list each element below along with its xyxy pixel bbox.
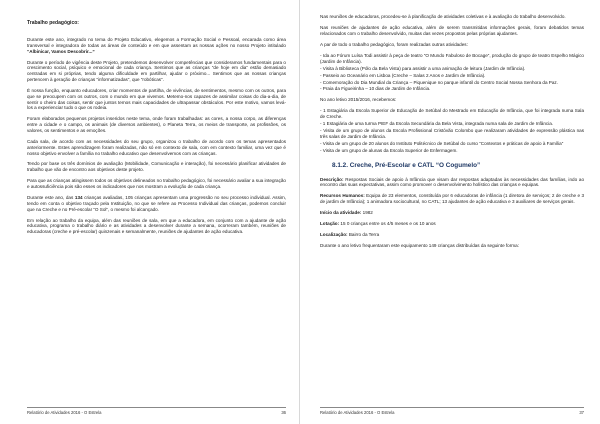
paragraph-4: Foram elaborados pequenos projetos inseridos neste tema, onde foram trabalhadas: as cores, a nossa corpo, as diferenças entre a cidade e o campo, os animais (de diversos ambientes), o Planeta Terra, os meios de transporte, as profissões, os valores, os sentimentos e as emoções. xyxy=(27,116,286,133)
school-year-intro: No ano letivo 2015/2016, recebemos: xyxy=(320,97,397,103)
intro-paragraph-2: Nas reuniões de ajudantes de ação educativa, além de serem transmitidas informações gerais, foram debatidos temas relacionados com o trabalho desenvolvido, muitas das vezes propostos pelas próprias ajudantes. xyxy=(320,24,584,36)
detail-label: Lotação: xyxy=(320,221,340,227)
detail-location xyxy=(320,232,584,238)
page-number: 36 xyxy=(281,410,286,415)
footer-title: Relatório de Atividades 2016 - O Estrela xyxy=(320,410,395,415)
right-page xyxy=(300,0,600,424)
list-item: - Comemoração do Dia Mundial da Criança – Piquenique no parque infantil do Centro Social Nossa Senhora da Paz. xyxy=(320,79,558,85)
detail-human-resources xyxy=(320,193,584,205)
detail-text: 15 0 crianças entre os 4/5 meses e os 10 anos xyxy=(339,221,436,227)
detail-capacity xyxy=(320,221,584,227)
detail-label: Descrição: xyxy=(320,176,344,182)
detail-text: Equipa de 23 elementos, constituída por 6 educadoras de infância (1 diretora de serviços; 2 de creche e 3 de jardim de Infância); 1 animadora sociocultural, no CATL; 13 ajudantes de ação educativa e 3 auxiliares de serviços gerais. xyxy=(320,193,584,205)
page-number: 37 xyxy=(579,410,584,415)
list-item: - Visita de um grupo de alunas da Escola Superior de Enfermagem. xyxy=(320,147,458,153)
list-item: - Ida ao Fórum Luísa Todi assistir à peça de teatro “O Mundo Fabuloso de Bocage”, produção do grupo de teatro Espelho Mágico (Jardim de Infância). xyxy=(320,52,584,64)
paragraph-1 xyxy=(27,37,286,54)
section-heading: Trabalho pedagógico: xyxy=(27,20,79,26)
detail-description xyxy=(320,177,584,189)
list-item: - Praia da Figueirinha – 10 dias de Jardim de Infância. xyxy=(320,86,431,92)
detail-label: Localização: xyxy=(320,232,348,238)
paragraph-text: crianças avaliadas, 105 crianças apresentam uma progressão no seu processo individual. Assim, tendo em conta o objetivo traçado pela Instituição, no que se refere ao Processo Individual das crianças, podemos concluir que na Creche e no Pré-escolar “O Sol”, o mesmo foi alcançado. xyxy=(27,195,286,212)
activities-list xyxy=(320,53,584,93)
paragraph-6: Tendo por base os três domínios de avaliação (Mobilidade, Comunicação e interação), foi necessário planificar atividades de trabalho que vão de encontro aos objetivos deste projeto. xyxy=(27,161,286,173)
paragraph-3: É nossa função, enquanto educadores, criar momentos de partilha, de vivências, de sentimentos, mesmo com os outros, para que se preocupem com os outros, com o mundo em que vivemos. Metemo-nos capazes de assimilar coisas do dia-a-dia, de sentir o cheiro das coisas, sentir que juntos temos mais capacidades de ultrapassar obstáculos. Por este motivo, vamos levá-los a experienciar tudo o que os rodeia. xyxy=(27,87,286,111)
detail-text: Durante o ano letivo frequentaram este equipamento 149 crianças distribuídas da seguinte forma: xyxy=(320,243,519,249)
detail-start xyxy=(320,210,584,216)
detail-text: Bairro da Terra xyxy=(347,232,380,238)
intro-paragraph-1: Nas reuniões de educadoras, procedeu-se à planificação de atividades coletivas e à avaliação do trabalho desenvolvido. xyxy=(320,14,566,19)
paragraph-8 xyxy=(27,195,286,212)
list-item: - 1 Estagiária de uma turma PIEF da Escola Secundária da Bela Vista, integrada numa sala de Jardim de Infância. xyxy=(320,121,554,127)
paragraph-5: Cada sala, de acordo com as necessidades do seu grupo, organizou o trabalho de acordo com os temas apresentados anteriormente. Estes aprendizagem foram realizadas, não só em contexto de sala, com em contexto familiar, uma vez que é nosso objetivo envolver a família no trabalho educativo que desenvolvemos com as crianças. xyxy=(27,138,286,156)
detail-text: Respostas Sociais de apoio à Infância que visam dar respostas adaptadas às necessidades das famílias, indo ao encontro das suas expectativas, assim como promover o desenvolvimento holístico das crianças e equipas. xyxy=(320,176,584,188)
detail-label: Recursos Humanos: xyxy=(320,193,365,199)
paragraph-text: Durante este ano, das xyxy=(27,195,75,201)
footer-title: Relatório de Atividades 2016 - O Estrela xyxy=(27,410,102,415)
received-list xyxy=(320,108,584,153)
paragraph-9: Em relação ao trabalho da equipa, além das reuniões de sala, em que a educadora, em conjunto com a ajudante de ação educativa, programa o trabalho diário e as atividades a desenvolver durante a semana, ocorreram também, reuniões de educadoras (creche e pré-escolar) quinzenais e semanalmente, reuniões de ajudantes de ação educativa. xyxy=(27,217,286,235)
paragraph-7: Para que as crianças atingissem todos os objetivos delineados no trabalho pedagógico, foi necessário avaliar a sua integração e autossuficiência pois são esses os indicadores que nos mostram a evolução de cada criança. xyxy=(27,178,286,190)
section-title: 8.1.2. Creche, Pré-Escolar e CATL “O Cogumelo” xyxy=(332,161,481,169)
detail-label: Início da atividade: xyxy=(320,210,362,216)
list-item: - Visita de um grupo de 20 alunos do Instituto Politécnico de Setúbal do curso “Contextos e práticas de apoio à Família” xyxy=(320,140,564,146)
evaluated-count: 134 xyxy=(74,195,83,201)
page-footer xyxy=(320,407,584,415)
list-item: - Visita à Biblioteca (Pólo da Bela Vista) para assistir a uma animação de leitura (Jardim de Infância). xyxy=(320,65,526,71)
project-title: “Albinicar, Vamos Descobrir...” xyxy=(27,48,95,54)
detail-attendance xyxy=(320,243,584,249)
detail-text: 1982 xyxy=(361,210,373,216)
list-item: - Visita de um grupo de alunos da Escola Profissional Cristóvão Colombo que realizaram atividades de expressão plástica nas três salas de Jardim de Infância. xyxy=(320,128,584,139)
list-item: - 1 Estagiária da Escola Superior de Educação de Setúbal do Mestrado em Educação de Infância, que foi integrada numa Sala de Creche. xyxy=(320,108,584,120)
paragraph-text: Durante este ano, integrado no tema do Projeto Educativo, elegemos a Formação Social e Pessoal, encarada como área transversal e integradora de todas as áreas de conteúdo e em que assentam as nossas ações no nosso Projeto intitulado xyxy=(27,37,286,48)
intro-paragraph-3: A par de todo o trabalho pedagógico, foram realizadas outras atividades: xyxy=(320,41,468,47)
page-footer xyxy=(27,407,286,415)
list-item: - Passeio ao Oceanário em Lisboa (Creche – Salas 2 Anos e Jardim de Infância). xyxy=(320,72,486,78)
paragraph-2: Durante o período de vigência deste Projeto, pretendemos desenvolver competências que consideramos fundamentais para o crescimento social, psíquico e emocional de cada criança. Sentimos que as crianças “de hoje em dia” estão demasiado centradas em si próprias, tendo alguma dificuldade em partilhar, ajudar o próximo... Sentimos que as nossas crianças pertencem à geração de crianças “informatizadas”, que “robóticas”. xyxy=(27,59,286,82)
